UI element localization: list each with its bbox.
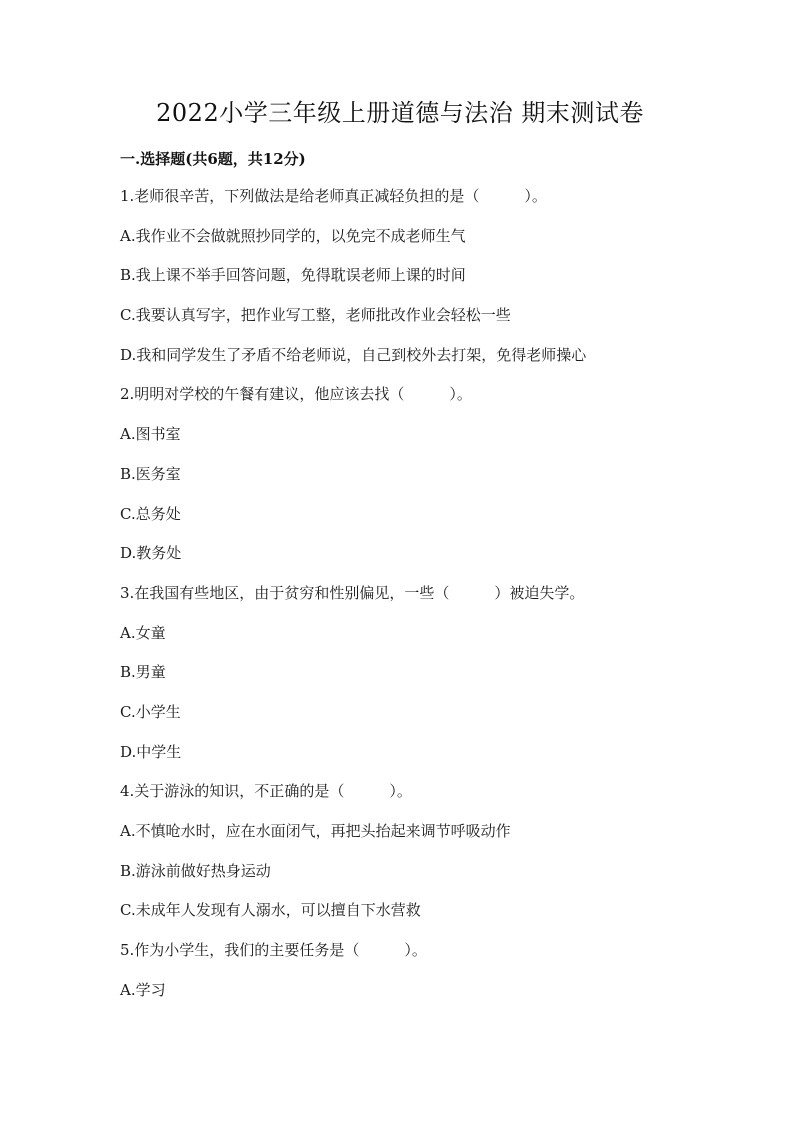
page-title: 2022小学三年级上册道德与法治 期末测试卷 [156,99,644,127]
question-3-option-a: A.女童 [120,623,166,642]
question-4-option-a: A.不慎呛水时，应在水面闭气，再把头抬起来调节呼吸动作 [120,822,511,840]
question-3-option-c: C.小学生 [120,702,181,721]
question-3-stem: 3.在我国有些地区，由于贫穷和性别偏见，一些（ ）被迫失学。 [120,583,585,602]
question-2-option-c: C.总务处 [120,504,181,523]
question-4-option-c: C.未成年人发现有人溺水，可以擅自下水营救 [120,901,421,920]
question-1-option-c: C.我要认真写字，把作业写工整，老师批改作业会轻松一些 [120,306,511,325]
question-1-option-a: A.我作业不会做就照抄同学的，以免完不成老师生气 [120,226,466,245]
question-1-option-b: B.我上课不举手回答问题，免得耽误老师上课的时间 [120,266,466,285]
question-5-option-a: A.学习 [120,980,166,999]
question-1-stem: 1.老师很辛苦，下列做法是给老师真正减轻负担的是（ ）。 [120,187,547,205]
question-2-stem: 2.明明对学校的午餐有建议，他应该去找（ ）。 [120,385,472,404]
question-2-option-d: D.教务处 [120,544,182,563]
question-4-stem: 4.关于游泳的知识，不正确的是（ ）。 [120,782,412,801]
question-3-option-d: D.中学生 [120,742,182,761]
question-1-option-d: D.我和同学发生了矛盾不给老师说，自己到校外去打架，免得老师操心 [120,345,587,364]
question-5-stem: 5.作为小学生，我们的主要任务是（ ）。 [120,941,427,960]
section-heading: 一.选择题(共6题，共12分) [120,150,306,168]
question-4-option-b: B.游泳前做好热身运动 [120,861,271,880]
question-list [120,183,720,1016]
question-2-option-a: A.图书室 [120,425,181,444]
question-3-option-b: B.男童 [120,663,166,682]
question-2-option-b: B.医务室 [120,464,181,483]
